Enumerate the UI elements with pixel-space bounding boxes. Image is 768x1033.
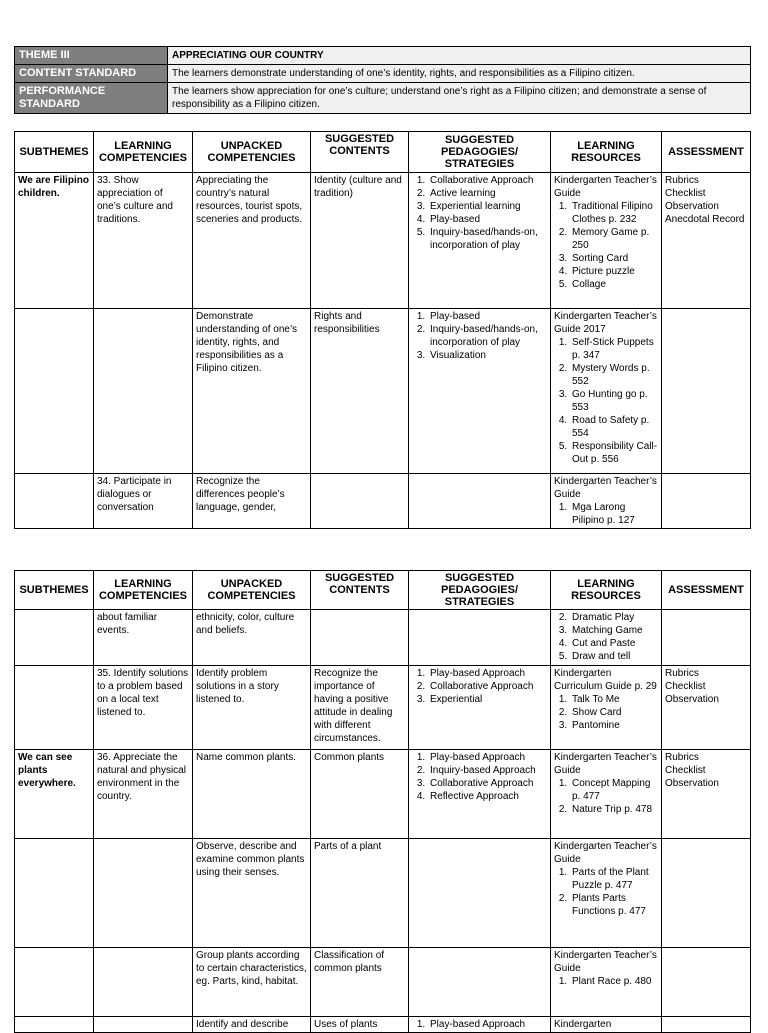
header-value: The learners show appreciation for one’s culture; understand one’s right as a Filipino citizen; and demonstrate a sense of responsibility as a Filipino citizen. bbox=[168, 83, 751, 114]
list-item: 3. Visualization bbox=[428, 349, 547, 362]
list-item: 3. Collaborative Approach bbox=[428, 777, 547, 790]
numbered-list bbox=[554, 777, 658, 816]
list-item: 1. Self-Stick Puppets p. 347 bbox=[570, 336, 658, 362]
subtheme-cell bbox=[15, 948, 94, 1017]
resources-cell bbox=[551, 309, 662, 474]
unpacked-cell: Observe, describe and examine common plants using their senses. bbox=[193, 839, 311, 948]
resources-intro: Kindergarten Teacher’s Guide bbox=[554, 175, 657, 199]
subtheme-cell: We can see plants everywhere. bbox=[15, 750, 94, 839]
content-cell: Parts of a plant bbox=[311, 839, 409, 948]
content-cell: Common plants bbox=[311, 750, 409, 839]
assessment-cell bbox=[662, 750, 751, 839]
list-item: 2. Active learning bbox=[428, 187, 547, 200]
subtheme-cell bbox=[15, 666, 94, 750]
assessment-cell bbox=[662, 173, 751, 309]
unpacked-cell: Group plants according to certain characteristics, eg. Parts, kind, habitat. bbox=[193, 948, 311, 1017]
list-item: 1. Concept Mapping p. 477 bbox=[570, 777, 658, 803]
assessment-cell bbox=[662, 474, 751, 529]
assessment-text: Rubrics Checklist Observation bbox=[665, 752, 719, 789]
column-header: LEARNING RESOURCES bbox=[551, 571, 662, 610]
competency-cell: 33. Show appreciation of one’s culture and traditions. bbox=[94, 173, 193, 309]
table-row bbox=[15, 309, 751, 474]
list-item: 1. Parts of the Plant Puzzle p. 477 bbox=[570, 866, 658, 892]
list-item: 1. Play-based Approach bbox=[428, 1018, 547, 1031]
list-item: 3. Sorting Card bbox=[570, 252, 658, 265]
list-item: 2. Plants Parts Functions p. 477 bbox=[570, 892, 658, 918]
assessment-cell bbox=[662, 666, 751, 750]
assessment-cell bbox=[662, 309, 751, 474]
header-value: The learners demonstrate understanding of one’s identity, rights, and responsibilities as a Filipino citizen. bbox=[168, 65, 751, 83]
resources-cell bbox=[551, 173, 662, 309]
pedagogies-cell bbox=[409, 173, 551, 309]
content-cell: Uses of plants bbox=[311, 1017, 409, 1033]
subtheme-cell: We are Filipino children. bbox=[15, 173, 94, 309]
table-row bbox=[15, 173, 751, 309]
list-item: 1. Play-based Approach bbox=[428, 667, 547, 680]
list-item: 3. Pantomine bbox=[570, 719, 658, 732]
column-header: SUBTHEMES bbox=[15, 132, 94, 173]
list-item: 2. Inquiry-based/hands-on, incorporation of play bbox=[428, 323, 547, 349]
numbered-list bbox=[412, 174, 547, 252]
pedagogies-cell bbox=[409, 750, 551, 839]
resources-intro: Kindergarten bbox=[554, 1019, 612, 1030]
curriculum-table-2 bbox=[14, 570, 751, 1033]
header-value: APPRECIATING OUR COUNTRY bbox=[168, 47, 751, 65]
column-header: ASSESSMENT bbox=[662, 132, 751, 173]
resources-intro: Kindergarten Teacher’s Guide bbox=[554, 950, 657, 974]
competency-cell: 34. Participate in dialogues or conversation bbox=[94, 474, 193, 529]
resources-intro: Kindergarten Teacher’s Guide bbox=[554, 476, 657, 500]
subtheme-cell bbox=[15, 309, 94, 474]
resources-intro: Kindergarten Teacher’s Guide bbox=[554, 841, 657, 865]
list-item: 4. Play-based bbox=[428, 213, 547, 226]
numbered-list bbox=[554, 866, 658, 918]
column-header: UNPACKED COMPETENCIES bbox=[193, 132, 311, 173]
unpacked-cell: Appreciating the country’s natural resources, tourist spots, sceneries and products. bbox=[193, 173, 311, 309]
table-row bbox=[15, 474, 751, 529]
list-item: 1. Play-based Approach bbox=[428, 751, 547, 764]
resources-cell bbox=[551, 610, 662, 666]
content-cell: Rights and responsibilities bbox=[311, 309, 409, 474]
list-item: 4. Reflective Approach bbox=[428, 790, 547, 803]
resources-cell bbox=[551, 948, 662, 1017]
column-header: UNPACKED COMPETENCIES bbox=[193, 571, 311, 610]
list-item: 1. Play-based bbox=[428, 310, 547, 323]
content-cell bbox=[311, 610, 409, 666]
resources-cell bbox=[551, 666, 662, 750]
table-row bbox=[15, 750, 751, 839]
list-item: 2. Memory Game p. 250 bbox=[570, 226, 658, 252]
header-label: CONTENT STANDARD bbox=[15, 65, 168, 83]
theme-header-table bbox=[14, 46, 751, 114]
table-row bbox=[15, 948, 751, 1017]
header-row bbox=[15, 65, 751, 83]
content-cell: Identity (culture and tradition) bbox=[311, 173, 409, 309]
column-header-row bbox=[15, 571, 751, 610]
numbered-list bbox=[412, 310, 547, 362]
resources-cell bbox=[551, 750, 662, 839]
unpacked-cell: Identify and describe bbox=[193, 1017, 311, 1033]
numbered-list bbox=[554, 200, 658, 291]
numbered-list bbox=[412, 667, 547, 706]
pedagogies-cell bbox=[409, 666, 551, 750]
list-item: 1. Talk To Me bbox=[570, 693, 658, 706]
column-header: SUGGESTED CONTENTS bbox=[311, 571, 409, 610]
content-cell: Recognize the importance of having a positive attitude in dealing with different circumstances. bbox=[311, 666, 409, 750]
column-header: LEARNING RESOURCES bbox=[551, 132, 662, 173]
table-row bbox=[15, 1017, 751, 1033]
table-row bbox=[15, 610, 751, 666]
list-item: 1. Plant Race p. 480 bbox=[570, 975, 658, 988]
numbered-list bbox=[554, 611, 658, 663]
resources-cell bbox=[551, 1017, 662, 1033]
pedagogies-cell bbox=[409, 948, 551, 1017]
pedagogies-cell bbox=[409, 1017, 551, 1033]
pedagogies-cell bbox=[409, 839, 551, 948]
competency-cell bbox=[94, 948, 193, 1017]
competency-cell: about familiar events. bbox=[94, 610, 193, 666]
pedagogies-cell bbox=[409, 610, 551, 666]
column-header: SUGGESTED CONTENTS bbox=[311, 132, 409, 173]
list-item: 3. Experiential learning bbox=[428, 200, 547, 213]
subtheme-cell bbox=[15, 1017, 94, 1033]
competency-cell: 35. Identify solutions to a problem based on a local text listened to. bbox=[94, 666, 193, 750]
assessment-cell bbox=[662, 610, 751, 666]
list-item: 4. Cut and Paste bbox=[570, 637, 658, 650]
numbered-list bbox=[412, 751, 547, 803]
resources-cell bbox=[551, 839, 662, 948]
list-item: 1. Mga Larong Pilipino p. 127 bbox=[570, 501, 658, 527]
header-row bbox=[15, 83, 751, 114]
list-item: 2. Dramatic Play bbox=[570, 611, 658, 624]
table-row bbox=[15, 666, 751, 750]
column-header: SUGGESTED PEDAGOGIES/ STRATEGIES bbox=[409, 571, 551, 610]
assessment-text: Rubrics Checklist Observation bbox=[665, 668, 719, 705]
competency-cell bbox=[94, 839, 193, 948]
list-item: 5. Inquiry-based/hands-on, incorporation of play bbox=[428, 226, 547, 252]
subtheme-cell bbox=[15, 474, 94, 529]
unpacked-cell: Name common plants. bbox=[193, 750, 311, 839]
resources-intro: Kindergarten Teacher’s Guide bbox=[554, 752, 657, 776]
assessment-text: Rubrics Checklist Observation Anecdotal Record bbox=[665, 175, 745, 225]
subtheme-cell bbox=[15, 839, 94, 948]
column-header: SUBTHEMES bbox=[15, 571, 94, 610]
column-header: LEARNING COMPETENCIES bbox=[94, 132, 193, 173]
list-item: 3. Matching Game bbox=[570, 624, 658, 637]
unpacked-cell: Identify problem solutions in a story listened to. bbox=[193, 666, 311, 750]
list-item: 2. Inquiry-based Approach bbox=[428, 764, 547, 777]
list-item: 4. Picture puzzle bbox=[570, 265, 658, 278]
numbered-list bbox=[412, 1018, 547, 1031]
list-item: 3. Experiential bbox=[428, 693, 547, 706]
resources-intro: Kindergarten Curriculum Guide p. 29 bbox=[554, 668, 657, 692]
resources-cell bbox=[551, 474, 662, 529]
unpacked-cell: Recognize the differences people’s language, gender, bbox=[193, 474, 311, 529]
pedagogies-cell bbox=[409, 309, 551, 474]
column-header-row bbox=[15, 132, 751, 173]
list-item: 3. Go Hunting go p. 553 bbox=[570, 388, 658, 414]
table-row bbox=[15, 839, 751, 948]
assessment-cell bbox=[662, 839, 751, 948]
list-item: 5. Collage bbox=[570, 278, 658, 291]
assessment-cell bbox=[662, 1017, 751, 1033]
list-item: 4. Road to Safety p. 554 bbox=[570, 414, 658, 440]
list-item: 2. Mystery Words p. 552 bbox=[570, 362, 658, 388]
list-item: 5. Draw and tell bbox=[570, 650, 658, 663]
unpacked-cell: ethnicity, color, culture and beliefs. bbox=[193, 610, 311, 666]
competency-cell bbox=[94, 1017, 193, 1033]
pedagogies-cell bbox=[409, 474, 551, 529]
header-label: THEME III bbox=[15, 47, 168, 65]
content-cell bbox=[311, 474, 409, 529]
competency-cell bbox=[94, 309, 193, 474]
resources-intro: Kindergarten Teacher’s Guide 2017 bbox=[554, 311, 657, 335]
list-item: 2. Nature Trip p. 478 bbox=[570, 803, 658, 816]
list-item: 1. Traditional Filipino Clothes p. 232 bbox=[570, 200, 658, 226]
assessment-cell bbox=[662, 948, 751, 1017]
list-item: 1. Collaborative Approach bbox=[428, 174, 547, 187]
numbered-list bbox=[554, 336, 658, 466]
column-header: ASSESSMENT bbox=[662, 571, 751, 610]
unpacked-cell: Demonstrate understanding of one’s identity, rights, and responsibilities as a Filipino citizen. bbox=[193, 309, 311, 474]
content-cell: Classification of common plants bbox=[311, 948, 409, 1017]
list-item: 2. Collaborative Approach bbox=[428, 680, 547, 693]
header-row bbox=[15, 47, 751, 65]
list-item: 2. Show Card bbox=[570, 706, 658, 719]
column-header: SUGGESTED PEDAGOGIES/ STRATEGIES bbox=[409, 132, 551, 173]
competency-cell: 36. Appreciate the natural and physical environment in the country. bbox=[94, 750, 193, 839]
subtheme-cell bbox=[15, 610, 94, 666]
list-item: 5. Responsibility Call-Out p. 556 bbox=[570, 440, 658, 466]
column-header: LEARNING COMPETENCIES bbox=[94, 571, 193, 610]
numbered-list bbox=[554, 501, 658, 527]
numbered-list bbox=[554, 693, 658, 732]
curriculum-table-1 bbox=[14, 131, 751, 529]
header-label: PERFORMANCE STANDARD bbox=[15, 83, 168, 114]
numbered-list bbox=[554, 975, 658, 988]
